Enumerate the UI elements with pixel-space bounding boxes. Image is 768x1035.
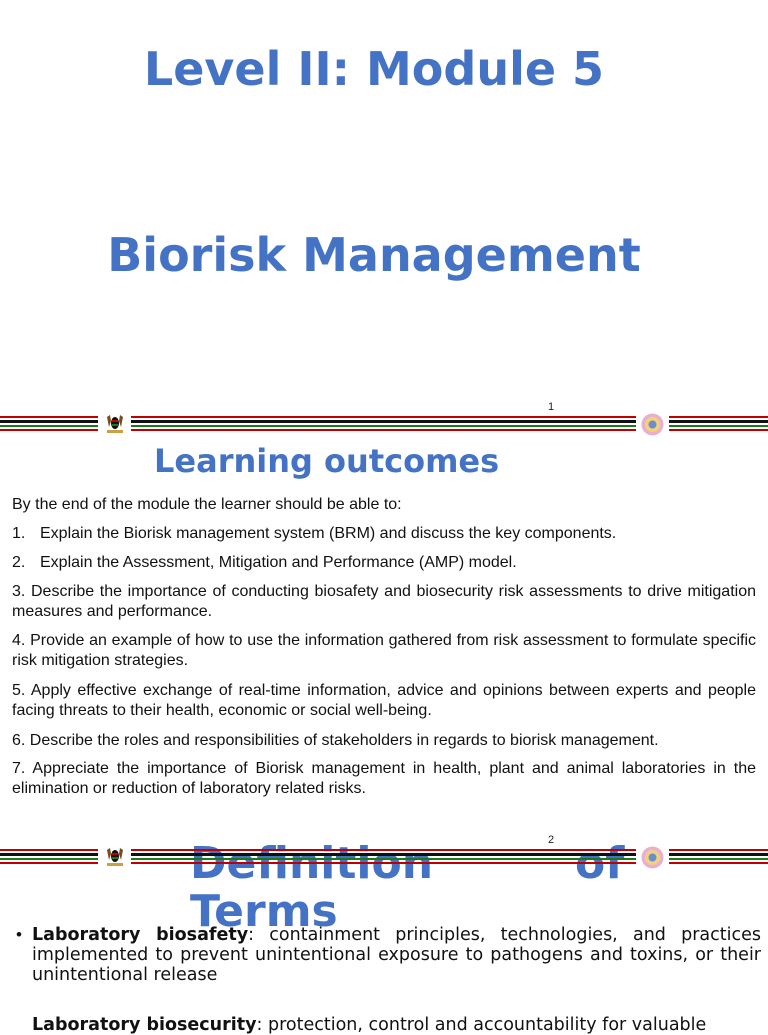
list-item: 7. Appreciate the importance of Biorisk management in health, plant and animal laboratories in the elimination or reduction of laboratory related risks.: [12, 760, 756, 797]
item-text: Explain the Assessment, Mitigation and Performance (AMP) model.: [40, 554, 517, 571]
intro-text: By the end of the module the learner should be able to:: [12, 496, 402, 513]
list-item: 4. Provide an example of how to use the information gathered from risk assessment to formulate specific risk mitigation strategies.: [12, 632, 756, 669]
heading-word: Terms: [190, 886, 338, 937]
bullet: •: [16, 925, 22, 944]
definition-item: [32, 1015, 761, 1035]
page-number: 2: [548, 834, 555, 846]
definition-item: [32, 925, 761, 985]
institution-seal-icon: [641, 413, 664, 436]
kenya-coat-of-arms-icon: [104, 846, 126, 868]
item-text: Explain the Biorisk management system (BRM) and discuss the key components.: [40, 525, 617, 542]
page-number: 1: [548, 401, 555, 413]
list-item: 3. Describe the importance of conducting biosafety and biosecurity risk assessments to drive mitigation measures and performance.: [12, 583, 756, 620]
list-item: 5. Apply effective exchange of real-time information, advice and opinions between experts and people facing threats to their health, economic or social well-being.: [12, 682, 756, 719]
item-number: 1.: [12, 525, 26, 542]
definition-term: Laboratory biosecurity: [32, 1015, 257, 1035]
slide-divider: [0, 401, 768, 434]
section-heading: Learning outcomes: [154, 442, 500, 480]
list-item: [12, 524, 756, 544]
institution-seal-icon: [641, 846, 664, 869]
item-number: 2.: [12, 554, 26, 571]
slide-title: Level II: Module 5: [143, 42, 605, 96]
list-item: 6. Describe the roles and responsibilities of stakeholders in regards to biorisk management.: [12, 732, 659, 749]
list-item: [12, 553, 756, 573]
definition-term: Laboratory biosafety: [32, 925, 249, 945]
definition-text: : containment principles, technologies, and practices implemented to prevent unintentional exposure to pathogens and toxins, or their unintentional release: [32, 925, 761, 985]
kenya-coat-of-arms-icon: [104, 413, 126, 435]
slide-subtitle: Biorisk Management: [107, 228, 641, 282]
definition-text: : protection, control and accountability for valuable: [256, 1015, 707, 1035]
slide-divider: [0, 834, 768, 867]
